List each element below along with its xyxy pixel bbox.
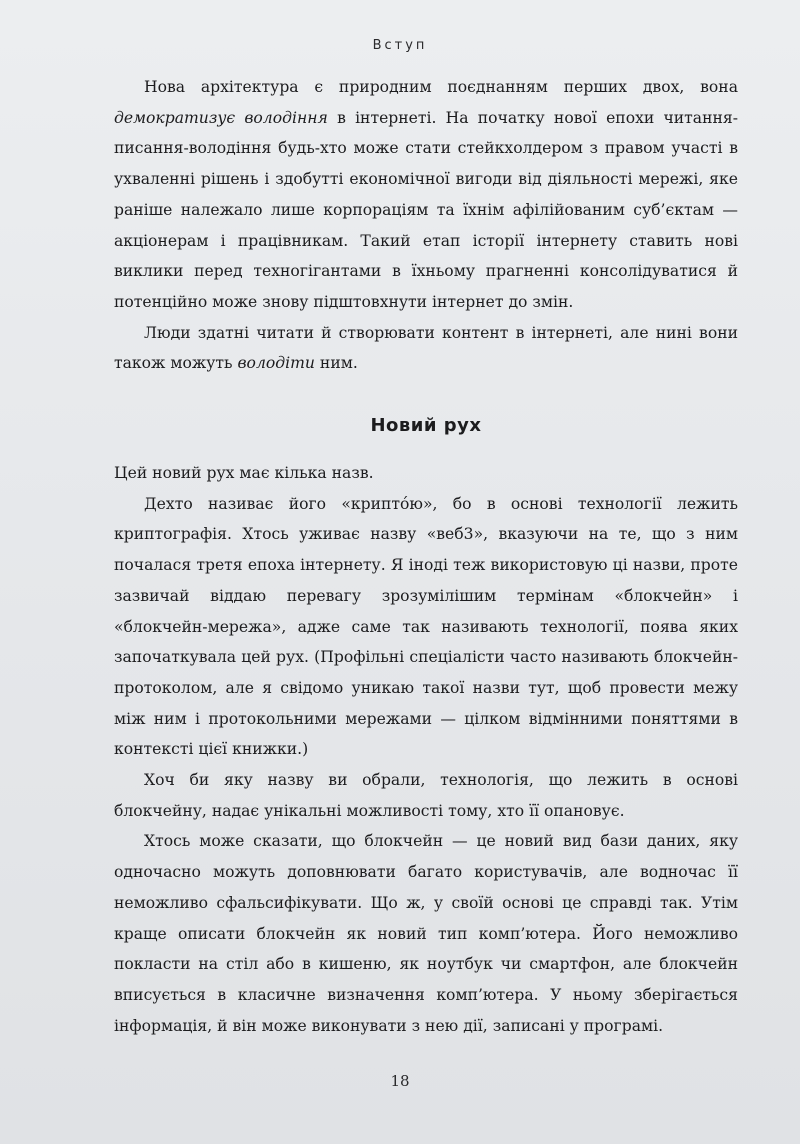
running-header: Вступ — [372, 38, 428, 53]
text-run: Цей новий рух має кілька назв. — [114, 464, 374, 483]
paragraph-movement-1 — [114, 458, 738, 489]
body-text — [114, 72, 738, 1041]
paragraph-movement-2 — [114, 489, 738, 765]
page-number: 18 — [390, 1072, 410, 1090]
text-run: Хтось може сказати, що блокчейн — це новий вид бази даних, яку одночасно можуть доповнювати багато користувачів, але водночас її неможливо сфальсифікувати. Що ж, у своїй основі це справді так. Утім краще описати блокчейн як новий тип комп’ютера. Його неможливо покласти на стіл або в кишеню, як ноутбук чи смартфон, але блокчейн вписується в класичне визначення комп’ютера. У ньому зберігається інформація, й він може виконувати з нею дії, записані у програмі. — [114, 832, 738, 1035]
paragraph-movement-3 — [114, 765, 738, 826]
paragraph-movement-4 — [114, 826, 738, 1041]
text-run: Хоч би яку назву ви обрали, технологія, що лежить в основі блокчейну, надає унікальні можливості тому, хто її опановує. — [114, 771, 738, 820]
text-run: в інтернеті. На початку нової епохи читання-писання-володіння будь-хто може стати стейкхолдером з правом участі в ухваленні рішень і здобутті економічної вигоди від діяльності мережі, яке раніше належало лише корпораціям та їхнім афілійованим суб’єктам — акціонерам і працівникам. Такий етап історії інтернету ставить нові виклики перед техногігантами в їхньому прагненні консолідуватися й потенційно може знову підштовхнути інтернет до змін. — [114, 108, 738, 311]
italic-text-run: володіти — [237, 354, 315, 373]
text-run: Дехто називає його «криптóю», бо в основі технології лежить криптографія. Хтось уживає назву «веб3», вказуючи на те, що з ним почалася третя епоха інтернету. Я іноді теж використовую ці назви, проте зазвичай віддаю перевагу зрозумілішим термінам «блокчейн» і «блокчейн-мережа», адже саме так називають технології, поява яких започаткувала цей рух. (Профільні спеціалісти часто називають блокчейн-протоколом, але я свідомо уникаю такої назви тут, щоб провести межу між ним і протокольними мережами — цілком відмінними поняттями в контексті цієї книжки.) — [114, 494, 738, 759]
paragraph-intro-2 — [114, 318, 738, 379]
section-heading: Новий рух — [370, 415, 482, 437]
italic-text-run: демократизує володіння — [114, 108, 328, 127]
text-run: Нова архітектура є природним поєднанням перших двох, вона — [144, 78, 738, 96]
paragraph-intro-1 — [114, 72, 738, 318]
text-run: ним. — [314, 354, 358, 373]
text-run: Люди здатні читати й створювати контент в інтернеті, але нині вони також можуть — [114, 323, 738, 373]
